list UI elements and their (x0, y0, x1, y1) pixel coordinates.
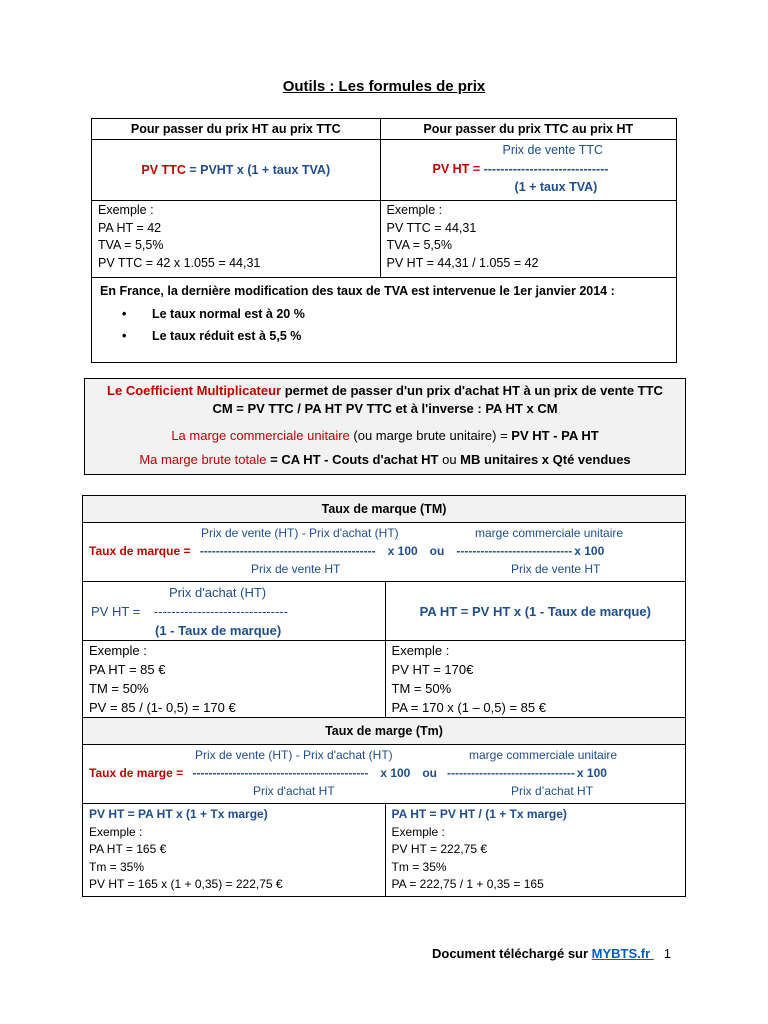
cm-formula: CM = PV TTC / PA HT PV TTC et à l'inverse : PA HT x CM (212, 401, 558, 416)
mybts-link[interactable]: MYBTS.fr (591, 946, 654, 961)
example-ttc-to-ht: Exemple : PV TTC = 44,31 TVA = 5,5% PV HT = 44,31 / 1.055 = 42 (380, 201, 676, 278)
total-margin-formula: Ma marge brute totale = CA HT - Couts d'achat HT ou MB unitaires x Qté vendues (139, 452, 631, 467)
vat-rates-note: En France, la dernière modification des taux de TVA est intervenue le 1er janvier 2014 : • Le taux normal est à 20 % • Le taux réduit est à 5,5 % (92, 278, 677, 363)
taux-de-marge-formula: Prix de vente (HT) - Prix d'achat (HT) marge commerciale unitaire Taux de marge = -------------------------------------------- x 100 ou -------------------------------- x 100 Prix d'achat HT Prix d’achat HT (83, 745, 686, 804)
example-tm-right: Exemple : PV HT = 170€ TM = 50% PA = 170 x (1 – 0,5) = 85 € (385, 641, 685, 718)
page-number: 1 (663, 946, 672, 961)
footer (432, 946, 671, 961)
bullet-reduced-rate: • Le taux réduit est à 5,5 % (122, 329, 302, 343)
taux-de-marque-formula: Prix de vente (HT) - Prix d'achat (HT) marge commerciale unitaire Taux de marque = -------------------------------------------- x 100 ou ----------------------------- x 100 Prix de vente HT Prix de vente HT (83, 523, 686, 582)
header-ht-to-ttc: Pour passer du prix HT au prix TTC (92, 119, 381, 140)
pv-ht-from-tm: Prix d'achat (HT) PV HT = ------------------------------- (1 - Taux de marque) (83, 582, 386, 641)
formula-pv-ht: Prix de vente TTC PV HT = ------------------------------ (1 + taux TVA) (380, 140, 676, 201)
header-ttc-to-ht: Pour passer du prix TTC au prix HT (380, 119, 676, 140)
unit-margin-formula: La marge commerciale unitaire (ou marge brute unitaire) = PV HT - PA HT (171, 428, 599, 443)
example-ht-to-ttc: Exemple : PA HT = 42 TVA = 5,5% PV TTC = 42 x 1.055 = 44,31 (92, 201, 381, 278)
margin-table (82, 495, 686, 897)
example-tm-left: Exemple : PA HT = 85 € TM = 50% PV = 85 / (1- 0,5) = 170 € (83, 641, 386, 718)
pa-ht-from-tmg: PA HT = PV HT / (1 + Tx marge) Exemple : PV HT = 222,75 € Tm = 35% PA = 222,75 / 1 + 0,35 = 165 (385, 804, 685, 897)
taux-de-marque-title: Taux de marque (TM) (83, 496, 686, 523)
page-title: Outils : Les formules de prix (282, 78, 486, 95)
taux-de-marge-title: Taux de marge (Tm) (83, 718, 686, 745)
coefficient-box (84, 378, 686, 475)
tva-table (91, 118, 677, 363)
formula-pv-ttc: PV TTC = PVHT x (1 + taux TVA) (92, 140, 381, 201)
bullet-normal-rate: • Le taux normal est à 20 % (122, 307, 305, 321)
pv-ht-from-tmg: PV HT = PA HT x (1 + Tx marge) Exemple : PA HT = 165 € Tm = 35% PV HT = 165 x (1 + 0,35) = 222,75 € (83, 804, 386, 897)
pa-ht-from-tm: PA HT = PV HT x (1 - Taux de marque) (385, 582, 685, 641)
cm-definition: Le Coefficient Multiplicateur permet de passer d'un prix d'achat HT à un prix de vente TTC (107, 383, 663, 398)
footer-text: Document téléchargé sur (432, 946, 592, 961)
